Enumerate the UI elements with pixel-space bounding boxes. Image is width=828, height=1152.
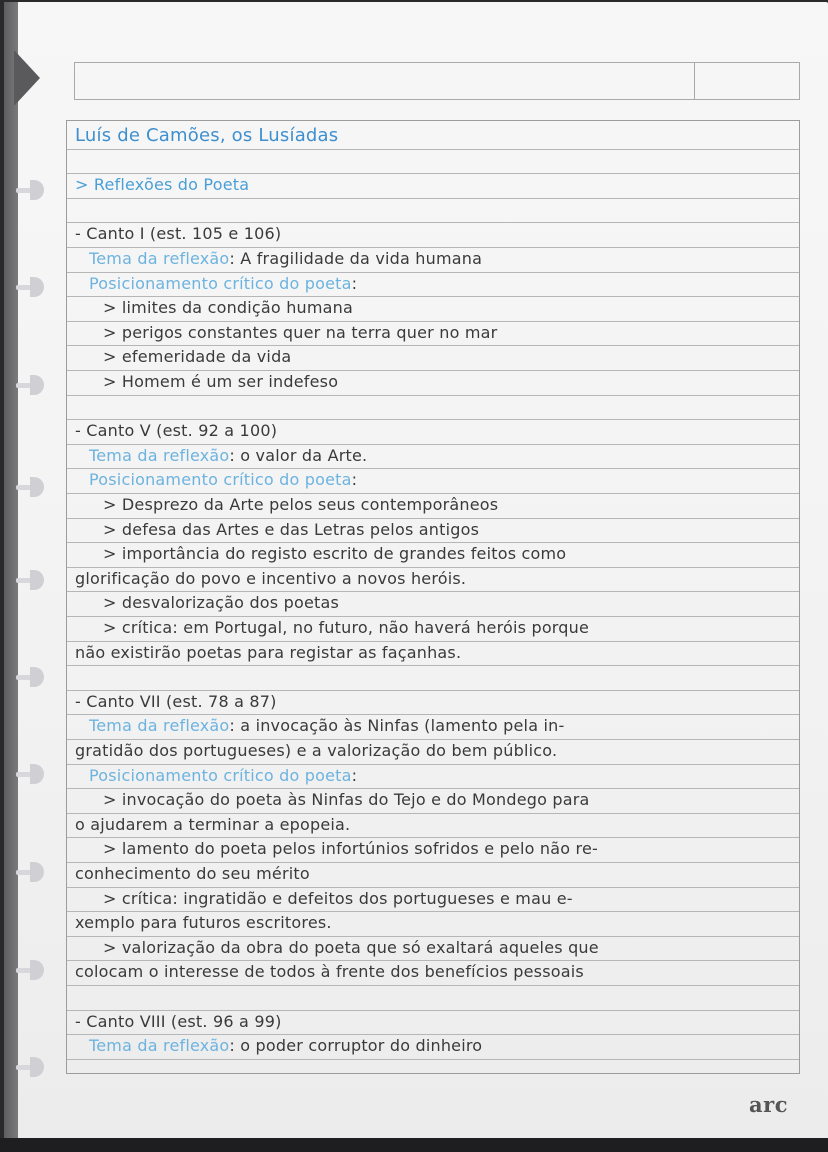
note-line-blank (67, 199, 799, 224)
note-line-cont: o ajudarem a terminar a epopeia. (67, 814, 799, 839)
note-line-theme (67, 248, 799, 273)
lined-sheet (66, 120, 800, 1074)
binder-ring-icon (16, 960, 46, 982)
theme-label: Tema da reflexão (89, 716, 230, 736)
binder-ring-icon (16, 180, 46, 202)
note-line-heading: - Canto V (est. 92 a 100) (67, 420, 799, 445)
line-text: : (351, 765, 358, 785)
note-line-cont: colocam o interesse de todos à frente dos benefícios pessoais (67, 961, 799, 986)
page-corner (14, 50, 40, 106)
notes-title: Luís de Camões, os Lusíadas (75, 125, 339, 146)
header-box (74, 62, 800, 100)
note-line-label (67, 273, 799, 298)
note-line-bullet: > Desprezo da Arte pelos seus contemporâneos (67, 494, 799, 519)
binder-ring-icon (16, 375, 46, 397)
line-text: : o valor da Arte. (229, 445, 368, 465)
note-line-title (67, 125, 799, 150)
note-line-heading: - Canto I (est. 105 e 106) (67, 223, 799, 248)
line-text: : a invocação às Ninfas (lamento pela in- (229, 716, 565, 736)
note-line-theme (67, 1035, 799, 1060)
theme-label: Tema da reflexão (89, 1036, 230, 1056)
binder-ring-icon (16, 764, 46, 786)
note-line-bullet: > limites da condição humana (67, 297, 799, 322)
notebook-page (4, 2, 828, 1138)
binder-ring-icon (16, 277, 46, 299)
note-line-bullet: > Homem é um ser indefeso (67, 371, 799, 396)
binder-ring-icon (16, 570, 46, 592)
note-line-label (67, 469, 799, 494)
note-line-label (67, 765, 799, 790)
note-line-blank (67, 150, 799, 175)
note-line-bullet: > lamento do poeta pelos infortúnios sofridos e pelo não re- (67, 838, 799, 863)
note-line-bullet: > perigos constantes quer na terra quer no mar (67, 322, 799, 347)
note-line-heading: - Canto VIII (est. 96 a 99) (67, 1011, 799, 1036)
critical-position-label: Posicionamento crítico do poeta (89, 273, 352, 293)
note-line-bullet: > invocação do poeta às Ninfas do Tejo e do Mondego para (67, 789, 799, 814)
theme-label: Tema da reflexão (89, 249, 230, 268)
note-line-bullet: > desvalorização dos poetas (67, 592, 799, 617)
critical-position-label: Posicionamento crítico do poeta (89, 470, 352, 490)
theme-label: Tema da reflexão (89, 445, 230, 465)
binder-ring-icon (16, 477, 46, 499)
critical-position-label: Posicionamento crítico do poeta (89, 765, 352, 785)
line-text: : (351, 470, 358, 490)
note-line-cont: gratidão dos portugueses) e a valorização do bem público. (67, 740, 799, 765)
note-line-blank (67, 986, 799, 1011)
note-line-cont: glorificação do povo e incentivo a novos heróis. (67, 568, 799, 593)
scan-shadow (0, 1138, 828, 1152)
header-box-right-cell (694, 63, 799, 99)
line-text: : o poder corruptor do dinheiro (229, 1036, 483, 1056)
binder-ring-icon (16, 862, 46, 884)
note-line-heading: - Canto VII (est. 78 a 87) (67, 691, 799, 716)
note-line-bullet: > efemeridade da vida (67, 346, 799, 371)
note-line-bullet: > defesa das Artes e das Letras pelos antigos (67, 519, 799, 544)
note-line-bullet: > valorização da obra do poeta que só exaltará aqueles que (67, 937, 799, 962)
note-line-blank (67, 396, 799, 421)
note-line-bullet: > importância do registo escrito de grandes feitos como (67, 543, 799, 568)
note-line-bullet: > crítica: ingratidão e defeitos dos portugueses e mau e- (67, 888, 799, 913)
binder-ring-icon (16, 1057, 46, 1079)
line-text: : A fragilidade da vida humana (229, 249, 483, 268)
brand-logo: arc (749, 1092, 788, 1117)
note-line-bullet: > crítica: em Portugal, no futuro, não haverá heróis porque (67, 617, 799, 642)
note-line-blank (67, 666, 799, 691)
binder-ring-icon (16, 667, 46, 689)
note-line-cont: conhecimento do seu mérito (67, 863, 799, 888)
note-line-cont: não existirão poetas para registar as façanhas. (67, 642, 799, 667)
note-line-theme (67, 715, 799, 740)
note-line-subtitle: > Reflexões do Poeta (67, 174, 799, 199)
note-line-cont: xemplo para futuros escritores. (67, 912, 799, 937)
note-line-theme (67, 445, 799, 470)
line-text: : (351, 273, 358, 293)
